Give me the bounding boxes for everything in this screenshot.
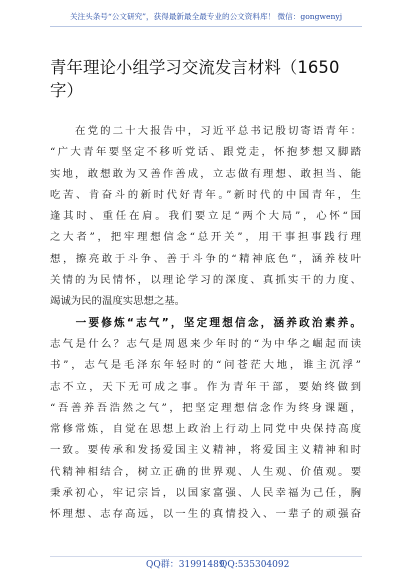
body-line: 竭诚为民的温度实思想之基。	[50, 295, 186, 308]
body-line: 一致。要传承和发扬爱国主义精神，将爱国主义精神和时	[50, 444, 361, 457]
body-line: 书”，志气是毛泽东年轻时的“问苍茫大地，谁主沉浮”	[50, 359, 361, 372]
body-line: 代精神相结合，树立正确的世界观、人生观、价值观。要	[50, 465, 361, 478]
body-line: 吃苦、肯奋斗的新时代好青年。”新时代的中国青年，生	[50, 188, 361, 201]
body-line: “广大青年要坚定不移听党话、跟党走，怀抱梦想又脚踏	[50, 146, 361, 159]
document-body	[50, 121, 361, 526]
body-line: 常修常炼，自觉在思想上政治上行动上同党中央保持高度	[50, 423, 361, 436]
footer-contact	[50, 556, 362, 573]
document-title	[50, 56, 360, 102]
body-line: 之大者”，把牢理想信念“总开关”，用干事担事践行理	[50, 231, 361, 244]
body-line: 逢其时、重任在肩。我们要立足“两个大局”，心怀“国	[50, 210, 361, 223]
title-line-2: 字）	[50, 81, 83, 100]
footer-qq-group: QQ群：31991489	[146, 560, 225, 570]
body-line: 怀理想、志存高远，以一生的真情投入、一辈子的顽强奋	[50, 508, 361, 521]
body-line: 在党的二十大报告中，习近平总书记殷切寄语青年：	[50, 125, 361, 137]
footer-qq-number: QQ:535304092	[220, 560, 290, 570]
body-line: 关情的为民情怀，以理论学习的深度、真抓实干的力度、	[50, 274, 361, 287]
body-line: 志气是什么？志气是周恩来少年时的“为中华之崛起而读	[50, 337, 361, 350]
title-line-1: 青年理论小组学习交流发言材料（1650	[50, 58, 340, 77]
header-banner: 关注头条号“公文研究”，获得最新最全最专业的公文资料库！ 微信：gongwenyj	[50, 8, 362, 27]
body-line: 秉承初心，牢记宗旨，以国家富强、人民幸福为己任，胸	[50, 487, 361, 500]
section-heading: 一要修炼“志气”，坚定理想信念，涵养政治素养。	[50, 316, 361, 329]
body-line: 志不立，天下无可成之事。作为青年干部，要始终做到	[50, 380, 361, 393]
body-line: 想，擦亮敢于斗争、善于斗争的“精神底色”，涵养枝叶	[50, 252, 361, 265]
body-line: 实地，敢想敢为又善作善成，立志做有理想、敢担当、能	[50, 167, 361, 180]
body-line: “吾善养吾浩然之气”，把坚定理想信念作为终身课题，	[50, 401, 361, 414]
